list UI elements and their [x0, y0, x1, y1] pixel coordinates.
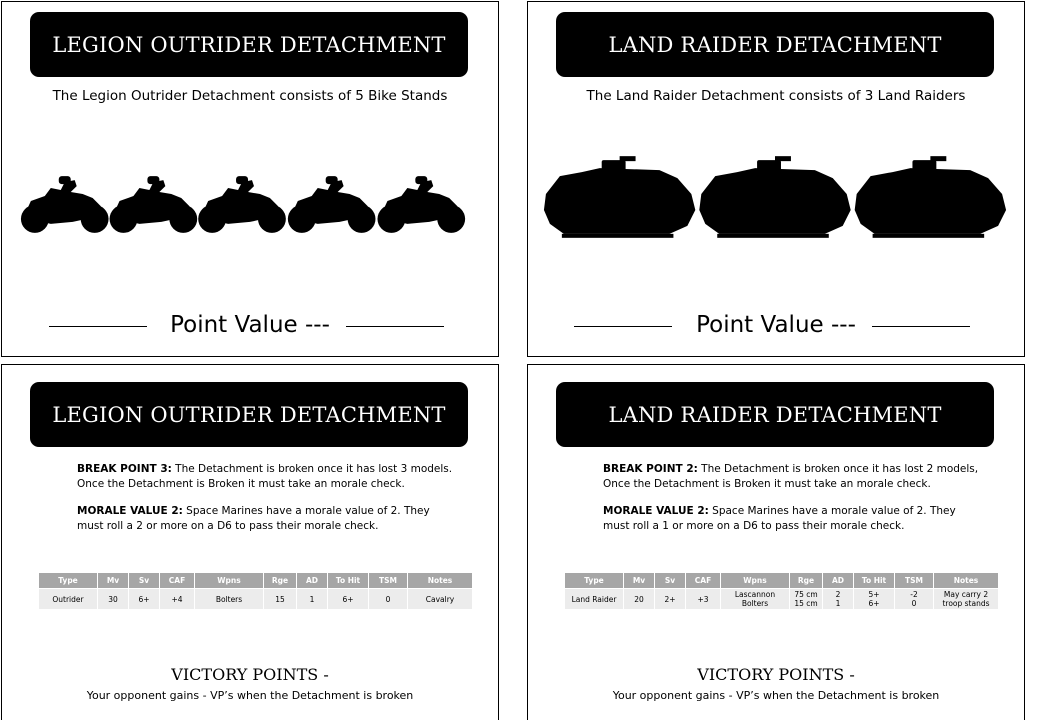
- column-header: CAF: [686, 573, 720, 588]
- stats-table: [38, 572, 473, 610]
- bike-stands-silhouettes: [2, 172, 498, 234]
- break-point-label: BREAK POINT 3:: [77, 463, 172, 475]
- column-header: AD: [823, 573, 853, 588]
- victory-points-title: VICTORY POINTS -: [171, 665, 329, 684]
- column-header: Wpns: [721, 573, 789, 588]
- table-row: [39, 589, 472, 609]
- outrider-front-card: [1, 1, 499, 357]
- break-point-rule: [77, 462, 457, 492]
- column-header: Mv: [624, 573, 654, 588]
- victory-points-text: Your opponent gains - VP’s when the Detachment is broken: [86, 689, 414, 702]
- column-header: Sv: [129, 573, 159, 588]
- table-row: [565, 589, 998, 609]
- table-cell: Cavalry: [408, 589, 472, 609]
- column-header: Mv: [98, 573, 128, 588]
- card-title-banner: LAND RAIDER DETACHMENT: [556, 12, 994, 77]
- card-title-banner: LAND RAIDER DETACHMENT: [556, 382, 994, 447]
- morale-value-rule: [77, 504, 457, 534]
- bike-silhouette-icon: [21, 176, 109, 233]
- table-cell: -2 0: [895, 589, 933, 609]
- victory-points-title: VICTORY POINTS -: [697, 665, 855, 684]
- morale-value-label: MORALE VALUE 2:: [603, 505, 709, 517]
- divider-line: [872, 326, 970, 327]
- card-title-banner: LEGION OUTRIDER DETACHMENT: [30, 382, 468, 447]
- detachment-composition: The Land Raider Detachment consists of 3 Land Raiders: [586, 88, 966, 104]
- table-cell: 6+: [129, 589, 159, 609]
- table-cell: Land Raider: [565, 589, 623, 609]
- table-header-row: [39, 573, 472, 588]
- column-header: TSM: [369, 573, 407, 588]
- table-cell: +3: [686, 589, 720, 609]
- land-raiders-silhouettes: [528, 150, 1024, 242]
- bike-silhouette-icon: [198, 176, 286, 233]
- table-cell: 2 1: [823, 589, 853, 609]
- table-cell: 15: [264, 589, 296, 609]
- column-header: Notes: [934, 573, 998, 588]
- column-header: Sv: [655, 573, 685, 588]
- detachment-composition: The Legion Outrider Detachment consists of 5 Bike Stands: [52, 88, 448, 104]
- table-cell: May carry 2 troop stands: [934, 589, 998, 609]
- point-value-row: [528, 312, 1024, 342]
- break-point-text: The Detachment is broken once it has lost 3 models. Once the Detachment is Broken it must take an morale check.: [77, 463, 453, 490]
- table-cell: 75 cm 15 cm: [790, 589, 822, 609]
- table-header-row: [565, 573, 998, 588]
- morale-value-text: Space Marines have a morale value of 2. They must roll a 1 or more on a D6 to pass their morale check.: [603, 505, 956, 532]
- detachment-rules: [77, 462, 457, 546]
- table-cell: 5+ 6+: [854, 589, 894, 609]
- table-cell: +4: [160, 589, 194, 609]
- column-header: Notes: [408, 573, 472, 588]
- column-header: Wpns: [195, 573, 263, 588]
- break-point-text: The Detachment is broken once it has lost 2 models, Once the Detachment is Broken it must take an morale check.: [603, 463, 979, 490]
- card-title-banner: LEGION OUTRIDER DETACHMENT: [30, 12, 468, 77]
- break-point-label: BREAK POINT 2:: [603, 463, 698, 475]
- table-cell: Outrider: [39, 589, 97, 609]
- point-value-row: [2, 312, 498, 342]
- table-cell: 20: [624, 589, 654, 609]
- table-cell: 30: [98, 589, 128, 609]
- bike-silhouette-icon: [288, 176, 376, 233]
- point-value: Point Value ---: [170, 312, 330, 338]
- land-raider-silhouette-icon: [699, 156, 850, 238]
- column-header: Type: [39, 573, 97, 588]
- table-cell: Lascannon Bolters: [721, 589, 789, 609]
- land-raider-back-card: [527, 364, 1025, 720]
- land-raider-front-card: [527, 1, 1025, 357]
- land-raider-silhouette-icon: [544, 156, 695, 238]
- column-header: TSM: [895, 573, 933, 588]
- column-header: To Hit: [854, 573, 894, 588]
- table-cell: 2+: [655, 589, 685, 609]
- detachment-rules: [603, 462, 983, 546]
- stats-table: [564, 572, 999, 610]
- column-header: AD: [297, 573, 327, 588]
- column-header: Type: [565, 573, 623, 588]
- point-value: Point Value ---: [696, 312, 856, 338]
- victory-points-text: Your opponent gains - VP’s when the Detachment is broken: [612, 689, 940, 702]
- outrider-back-card: [1, 364, 499, 720]
- table-cell: 1: [297, 589, 327, 609]
- column-header: CAF: [160, 573, 194, 588]
- break-point-rule: [603, 462, 983, 492]
- morale-value-label: MORALE VALUE 2:: [77, 505, 183, 517]
- land-raider-silhouette-icon: [855, 156, 1006, 238]
- table-cell: 0: [369, 589, 407, 609]
- divider-line: [346, 326, 444, 327]
- table-cell: Bolters: [195, 589, 263, 609]
- bike-silhouette-icon: [377, 176, 465, 233]
- morale-value-rule: [603, 504, 983, 534]
- table-cell: 6+: [328, 589, 368, 609]
- bike-silhouette-icon: [110, 176, 198, 233]
- column-header: To Hit: [328, 573, 368, 588]
- morale-value-text: Space Marines have a morale value of 2. They must roll a 2 or more on a D6 to pass their morale check.: [77, 505, 430, 532]
- column-header: Rge: [790, 573, 822, 588]
- column-header: Rge: [264, 573, 296, 588]
